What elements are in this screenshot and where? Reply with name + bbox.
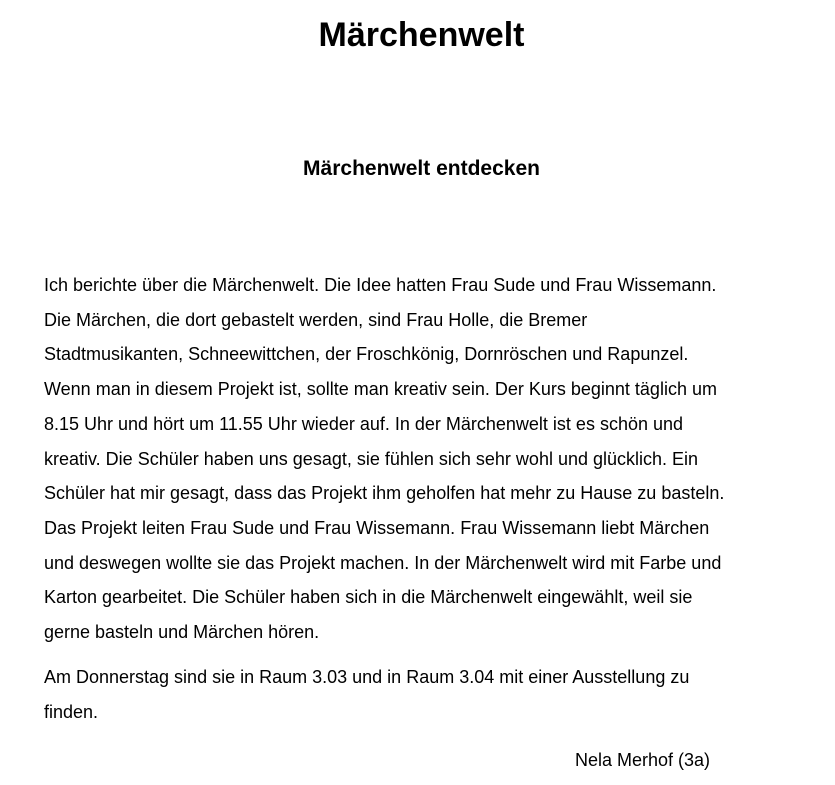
paragraph-line: Am Donnerstag sind sie in Raum 3.03 und in Raum 3.04 mit einer Ausstellung zu (44, 667, 690, 687)
paragraph-line: kreativ. Die Schüler haben uns gesagt, sie fühlen sich sehr wohl und glücklich. Ein (44, 448, 699, 469)
paragraph-line: 8.15 Uhr und hört um 11.55 Uhr wieder auf. In der Märchenwelt ist es schön und (44, 413, 684, 434)
closing-paragraph (44, 660, 814, 730)
paragraph-line: Karton gearbeitet. Die Schüler haben sich in die Märchenwelt eingewählt, weil sie (44, 587, 693, 608)
paragraph-line: Das Projekt leiten Frau Sude und Frau Wissemann. Frau Wissemann liebt Märchen (44, 517, 710, 538)
paragraph-line: finden. (44, 702, 99, 722)
paragraph-line: und deswegen wollte sie das Projekt machen. In der Märchenwelt wird mit Farbe und (44, 552, 722, 573)
page-title: Märchenwelt (318, 16, 525, 54)
paragraph-line: Stadtmusikanten, Schneewittchen, der Froschkönig, Dornröschen und Rapunzel. (44, 344, 689, 365)
paragraph-line: Ich berichte über die Märchenwelt. Die Idee hatten Frau Sude und Frau Wissemann. (44, 275, 717, 295)
paragraph-line: Schüler hat mir gesagt, dass das Projekt ihm geholfen hat mehr zu Hause zu basteln. (44, 483, 725, 504)
author-signature: Nela Merhof (3a) (575, 750, 711, 770)
page-subtitle: Märchenwelt entdecken (303, 157, 540, 180)
paragraph-line: Die Märchen, die dort gebastelt werden, sind Frau Holle, die Bremer (44, 309, 588, 330)
paragraph-line: gerne basteln und Märchen hören. (44, 622, 320, 643)
body-paragraph (44, 268, 814, 650)
paragraph-line: Wenn man in diesem Projekt ist, sollte man kreativ sein. Der Kurs beginnt täglich um (44, 379, 717, 400)
